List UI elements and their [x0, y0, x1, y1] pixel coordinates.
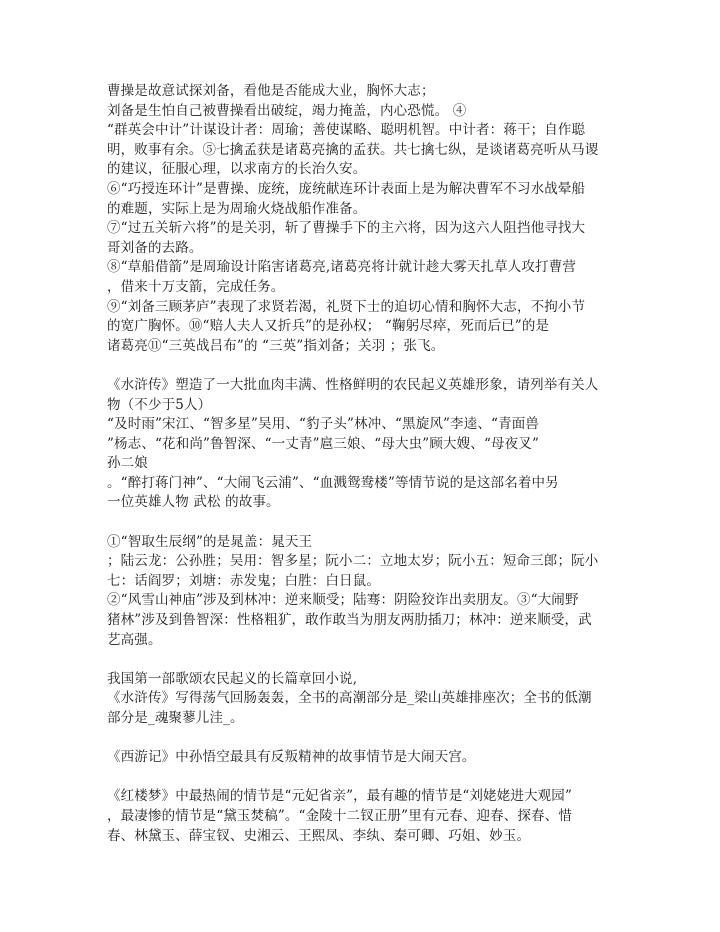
text-line: 《红楼梦》中最热闹的情节是“元妃省亲”，最有趣的情节是“刘姥姥进大观园”: [107, 788, 573, 805]
text-line: ；陆云龙：公孙胜；吴用：智多星；阮小二：立地太岁；阮小五：短命三郎；阮小: [107, 553, 599, 570]
text-line: 艺高强。: [107, 631, 162, 648]
text-line: 春、林黛玉、薛宝钗、史湘云、王熙凤、李纨、秦可卿、巧姐、妙玉。: [107, 827, 531, 844]
text-line: 曹操是故意试探刘备，看他是否能成大业，胸怀大志；: [107, 83, 435, 99]
document-body: [107, 82, 627, 846]
text-line: ，最凄惨的情节是“黛玉焚稿”。“金陵十二钗正册”里有元春、迎春、探春、惜: [107, 807, 573, 824]
text-line: 的难题，实际上是为周瑜火烧战船作准备。: [107, 200, 367, 217]
text-line: 。“醉打蒋门神”、“大闹飞云浦”、“血溅鸳鸯楼”等情节说的是这部名着中另: [107, 474, 559, 491]
paragraph-gap: [107, 356, 627, 376]
text-line: ①“智取生辰纲”的是晁盖：晁天王: [107, 533, 313, 550]
text-line: “群英会中计”计谋设计者：周瑜；善使谋略、聪明机智。中计者：蒋干；自作聪: [107, 122, 586, 139]
text-line: 诸葛亮⑪“三英战吕布”的 “三英”指刘备；关羽 ；张飞。: [107, 337, 445, 354]
text-line: 物（不少于5人）: [107, 396, 212, 413]
text-line: ⑦“过五关斩六将”的是关羽，斩了曹操手下的主六将，因为这六人阻挡他寻找大: [107, 220, 586, 237]
text-line: 明，败事有余。⑤七擒孟获是诸葛亮擒的孟获。共七擒七纵，是谈诸葛亮听从马谡: [107, 141, 599, 158]
paragraph-gap: [107, 650, 627, 670]
text-line: 七：话阎罗；刘塘：赤发鬼；白胜：白日鼠。: [107, 572, 380, 589]
text-line: 哥刘备的去路。: [107, 239, 203, 256]
text-line: 孙二娘: [107, 455, 148, 472]
paragraph-gap: [107, 729, 627, 749]
text-line: ，借来十万支箭，完成任务。: [107, 278, 285, 295]
text-line: 《水浒传》塑造了一大批血肉丰满、性格鲜明的农民起义英雄形象，请列举有关人: [107, 376, 599, 393]
paragraph-gap: [107, 513, 627, 533]
text-line: ⑧“草船借箭”是周瑜设计陷害诸葛亮,诸葛亮将计就计趁大雾天扎草人攻打曹营: [107, 259, 576, 276]
paragraph-gap: [107, 768, 627, 788]
text-line: ⑨“刘备三顾茅庐”表现了求贤若渴，礼贤下士的迫切心情和胸怀大志，不拘小节: [107, 298, 586, 315]
text-line: ”杨志、“花和尚”鲁智深、“一丈青”扈三娘、“母大虫”顾大嫂、“母夜叉”: [107, 435, 540, 452]
text-line: 一位英雄人物 武松 的故事。: [107, 494, 280, 511]
text-line: ②“风雪山神庙”涉及到林冲：逆来顺受；陆骞：阴险狡诈出卖朋友。③“大闹野: [107, 592, 579, 609]
text-line: 《西游记》中孙悟空最具有反叛精神的故事情节是大闹天宫。: [107, 749, 476, 766]
text-line: “及时雨”宋江、“智多星”吴用、“豹子头”林冲、“黑旋风”李逵、“青面兽: [107, 416, 540, 433]
text-line: 刘备是生怕自己被曹操看出破绽，竭力掩盖，内心恐慌。 ④: [107, 102, 467, 119]
text-line: 的宽广胸怀。⑩“赔人夫人又折兵”的是孙权； “鞠躬尽瘁，死而后已”的是: [107, 318, 550, 335]
text-line: 的建议，征服心理，以求南方的长治久安。: [107, 161, 367, 178]
text-line: 我国第一部歌颂农民起义的长篇章回小说,: [107, 670, 358, 687]
text-line: ⑥“巧授连环计”是曹操、庞统，庞统献连环计表面上是为解决曹军不习水战晕船: [107, 180, 586, 197]
text-line: 《水浒传》写得荡气回肠轰轰，全书的高潮部分是_梁山英雄排座次；全书的低潮: [107, 690, 592, 707]
text-line: 部分是_魂聚蓼儿洼_。: [107, 710, 244, 726]
text-line: 猪林”涉及到鲁智深：性格粗犷，敢作敢当为朋友两肋插刀；林冲：逆来顺受，武: [107, 612, 592, 629]
